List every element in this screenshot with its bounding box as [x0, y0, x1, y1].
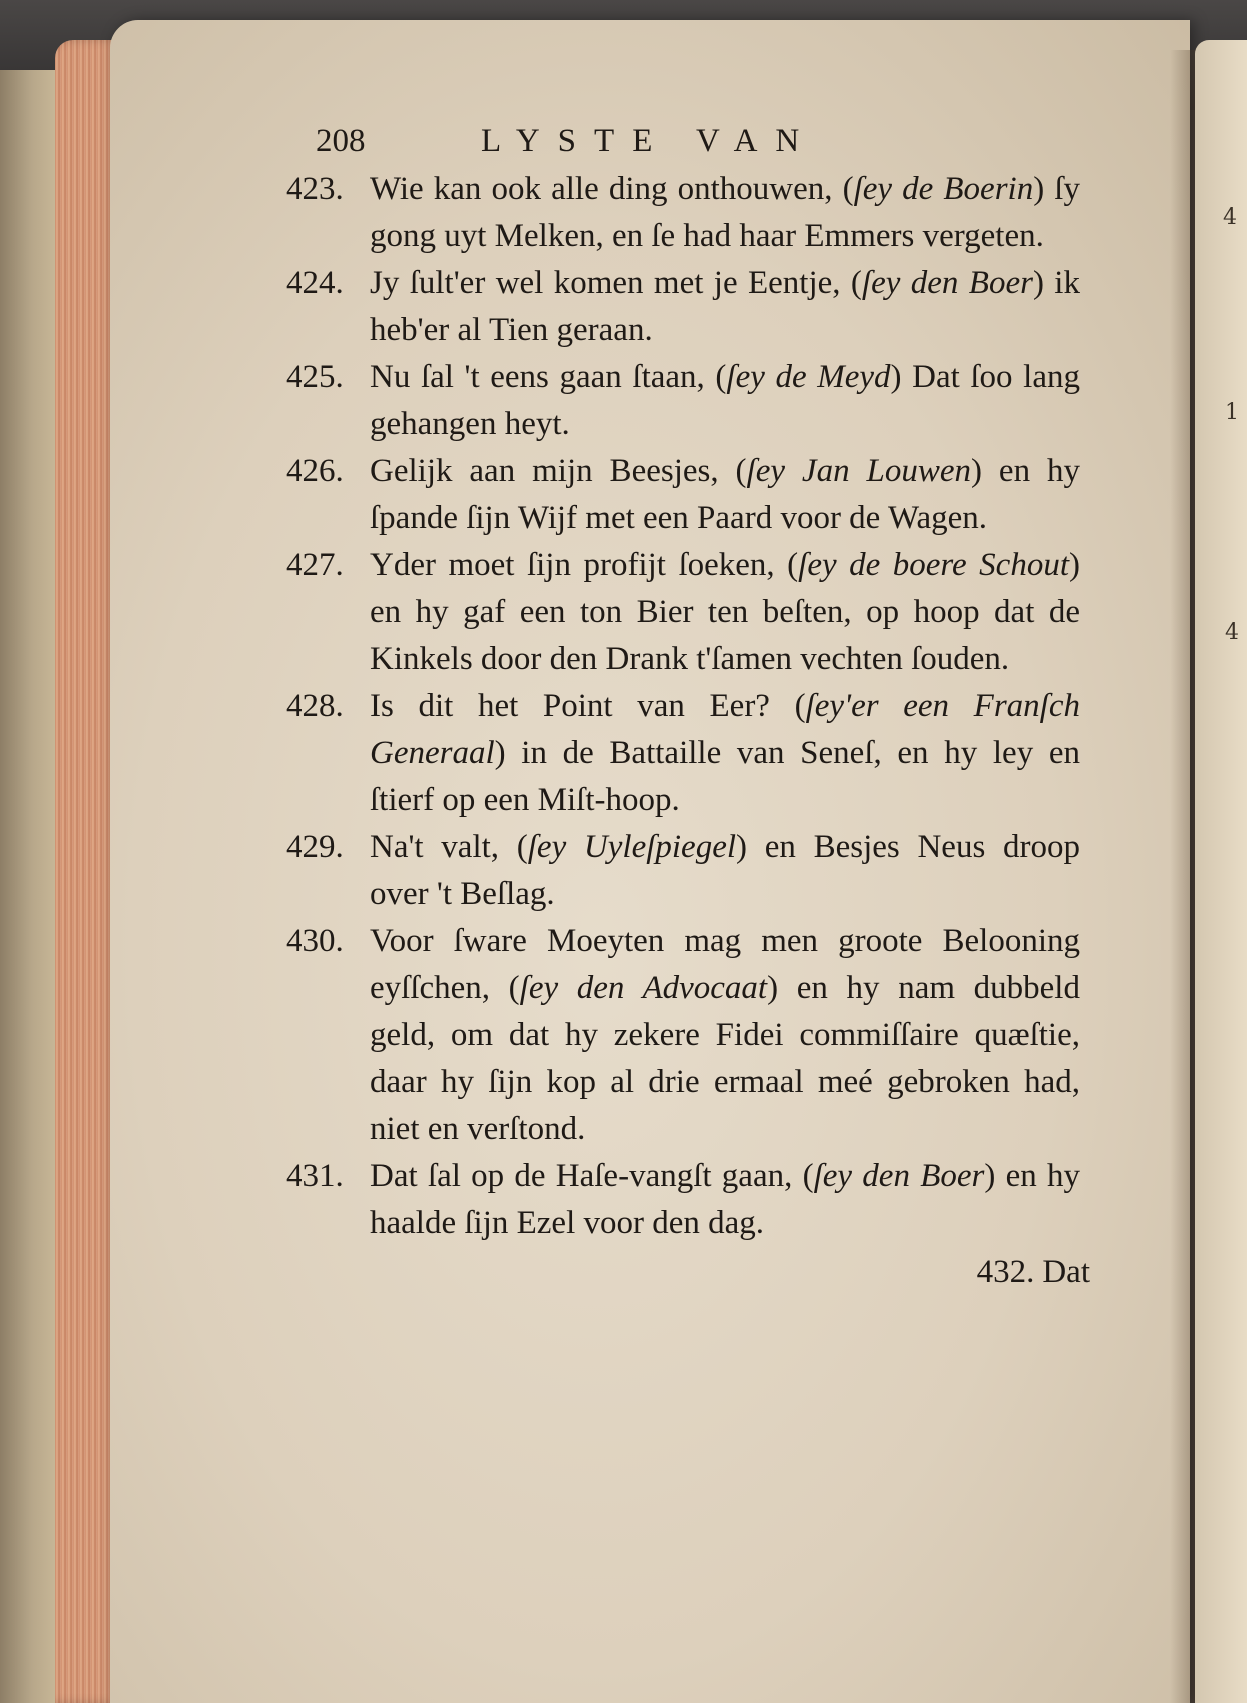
entry-speaker: ſey Jan Louwen [746, 453, 972, 489]
catchword [310, 1249, 1090, 1296]
entry-text: ) en hy gaf een ton Bier ten beſten, op hoop dat de Kinkels door den Drank t'ſamen vechten ſouden. [370, 547, 1080, 677]
entry-number: 426. [286, 453, 344, 489]
entry-speaker: ſey de Meyd [726, 359, 891, 395]
entry-429 [286, 824, 1080, 918]
entry-number: 431. [286, 1158, 344, 1194]
entry-text: Jy ſult'er wel komen met je Eentje, ( [370, 265, 862, 301]
entry-text: ) in de Battaille van Seneſ, en hy ley en ſtierf op een Miſt-hoop. [370, 735, 1080, 818]
entry-speaker: ſey'er een Franſch Generaal [370, 688, 1080, 771]
entry-431 [286, 1153, 1080, 1247]
entry-text: Nu ſal 't eens gaan ſtaan, ( [370, 359, 727, 395]
entry-text: Gelijk aan mijn Beesjes, ( [370, 453, 747, 489]
entry-number: 427. [286, 547, 344, 583]
entry-428 [286, 683, 1080, 824]
entry-text: Wie kan ook alle ding onthouwen, ( [370, 171, 854, 207]
running-title: LYSTE VAN [481, 123, 818, 159]
catchword-number: 432. [976, 1254, 1035, 1290]
entry-number: 430. [286, 923, 344, 959]
entry-text: ) en Besjes Neus droop over 't Beſlag. [370, 829, 1080, 912]
entry-number: 428. [286, 688, 344, 724]
entry-425 [286, 354, 1080, 448]
entry-text: ) en hy nam dubbeld geld, om dat hy zekere Fidei commiſſaire quæſtie, daar hy ſijn kop al drie ermaal meé gebroken had, niet en verſtond. [370, 970, 1080, 1147]
entry-text: ) en hy haalde ſijn Ezel voor den dag. [370, 1158, 1080, 1241]
facing-page-mark: 4 [1225, 620, 1239, 645]
entry-speaker: ſey de Boerin [853, 171, 1034, 207]
entry-text: Voor ſware Moeyten mag men groote Belooning eyſſchen, ( [370, 923, 1080, 1006]
entry-text: Yder moet ſijn profijt ſoeken, ( [370, 547, 799, 583]
page-text [286, 118, 1090, 1296]
entry-424 [286, 260, 1080, 354]
running-head [316, 118, 1080, 166]
entry-number: 429. [286, 829, 344, 865]
entry-text: ) en hy ſpande ſijn Wijf met een Paard voor de Wagen. [370, 453, 1081, 536]
entry-speaker: ſey den Boer [813, 1158, 985, 1194]
facing-page-mark: 1 [1225, 400, 1239, 425]
entry-number: 423. [286, 171, 344, 207]
entry-number: 425. [286, 359, 344, 395]
entry-text: ) ſy gong uyt Melken, en ſe had haar Emmers vergeten. [370, 171, 1080, 254]
entry-text: Na't valt, ( [370, 829, 528, 865]
entry-426 [286, 448, 1081, 542]
entry-speaker: ſey Uyleſpiegel [527, 829, 737, 865]
entry-text: Is dit het Point van Eer? ( [370, 688, 806, 724]
facing-page-mark: 4 [1223, 205, 1237, 230]
entry-427 [286, 542, 1080, 683]
entry-speaker: ſey den Advocaat [519, 970, 768, 1006]
entry-text: ) Dat ſoo lang gehangen heyt. [370, 359, 1080, 442]
facing-page-edge [1195, 40, 1247, 1703]
entry-text: Dat ſal op de Haſe-vangſt gaan, ( [370, 1158, 814, 1194]
entry-text: ) ik heb'er al Tien geraan. [370, 265, 1080, 348]
entry-number: 424. [286, 265, 344, 301]
catchword-word: Dat [1042, 1254, 1090, 1290]
entry-423 [286, 166, 1080, 260]
page-number: 208 [316, 123, 366, 159]
entry-speaker: ſey de boere Schout [798, 547, 1069, 583]
entry-speaker: ſey den Boer [861, 265, 1033, 301]
entry-430 [286, 918, 1080, 1153]
